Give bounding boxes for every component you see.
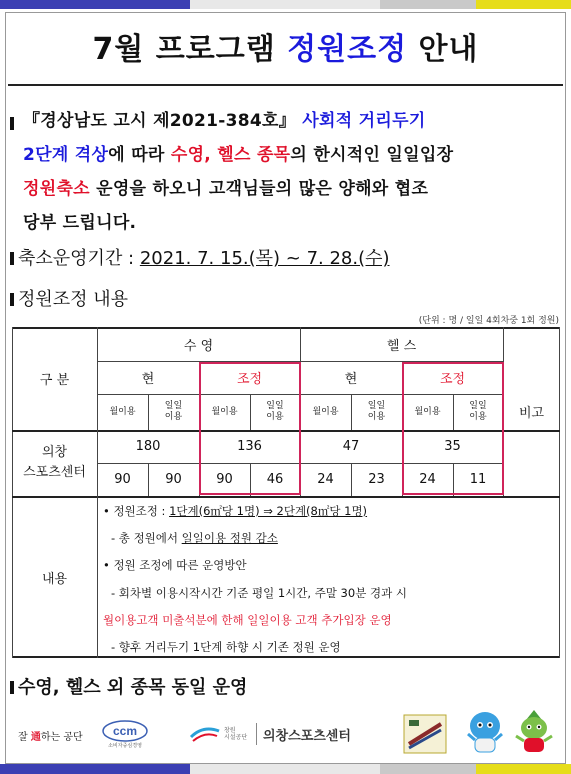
header-daily-b: 이용: [266, 412, 284, 422]
center-small-text: 창원 시설공단: [224, 727, 248, 741]
center-logo: [188, 720, 388, 748]
slogan-text: 하는 공단: [40, 732, 83, 743]
swim-current-total: 180: [135, 439, 161, 454]
header-gym: 헬 스: [386, 338, 417, 354]
color-segment: [190, 764, 380, 774]
notice-text-blue: 2단계 격상: [23, 145, 109, 165]
notice-text: 『경상남도 고시 제2021-384호』: [23, 111, 303, 131]
notice-line: [23, 172, 563, 206]
content-text-underline: 일일이용 정원 감소: [181, 531, 278, 545]
content-line: - 회차별 이용시작시간 기준 평일 1시간, 주말 30분 경과 시: [111, 586, 407, 600]
header-monthly: 월이용: [211, 406, 238, 417]
header-swim: 수 영: [183, 338, 214, 354]
color-segment: [380, 764, 476, 774]
header-gubun: 구 분: [39, 373, 70, 388]
header-daily: [351, 394, 402, 430]
content-line: - 향후 거리두기 1단계 하향 시 기존 정원 운영: [111, 640, 341, 654]
header-daily-b: 이용: [469, 412, 487, 422]
header-daily-a: 일일: [469, 401, 487, 411]
title-divider: [8, 84, 563, 86]
notice-text: 의 한시적인 일일입장: [290, 145, 454, 165]
logo-divider: [256, 723, 257, 745]
header-daily: [148, 394, 199, 430]
header-gym-adjusted: 조정: [439, 372, 466, 387]
header-daily-a: 일일: [164, 401, 183, 411]
bottom-color-bar: [0, 764, 571, 774]
header-daily-b: 이용: [367, 412, 386, 422]
ccm-logo-icon: [102, 720, 148, 742]
slogan-text: 잘: [18, 732, 31, 743]
content-text-underline: 1단계(6㎡당 1명) ⇒ 2단계(8㎡당 1명): [169, 504, 368, 518]
value-cell: 24: [419, 472, 436, 487]
header-monthly: 월이용: [109, 406, 136, 417]
ccm-logo: [95, 716, 155, 752]
header-swim-adjusted: 조정: [236, 372, 263, 387]
swim-adjusted-total: 136: [237, 439, 262, 454]
bullet-marker: [10, 681, 14, 694]
notice-text: 당부 드립니다.: [23, 213, 137, 233]
header-daily-a: 일일: [266, 401, 284, 411]
color-segment: [380, 0, 476, 9]
value-cell: 24: [317, 472, 334, 487]
content-text: • 정원조정 :: [103, 504, 170, 518]
gym-adjusted-total: 35: [444, 439, 461, 454]
closing-statement: 수영, 헬스 외 종목 동일 운영: [18, 677, 248, 698]
value-cell: 90: [216, 472, 233, 487]
ccm-subtitle: 소비자중심경영: [108, 742, 142, 749]
swim-adjusted-highlight: [199, 362, 301, 495]
title-part2: 안내: [407, 32, 479, 67]
value-cell: 11: [469, 472, 487, 487]
header-swim-current: 현: [141, 372, 155, 387]
bullet-marker: [10, 293, 14, 306]
notice-text-blue: 사회적 거리두기: [302, 111, 426, 131]
period-label: 축소운영기간 :: [18, 248, 140, 269]
notice-line: [23, 206, 563, 240]
bullet-marker: [10, 117, 14, 130]
content-text: - 총 정원에서: [111, 531, 182, 545]
gym-current-total: 47: [342, 439, 360, 454]
content-line: • 정원 조정에 따른 운영방안: [103, 558, 247, 572]
color-segment: [476, 0, 571, 9]
notice-text: 에 따라: [108, 145, 171, 165]
header-daily-b: 이용: [164, 412, 183, 422]
slogan: [18, 728, 83, 743]
unit-note: (단위 : 명 / 일일 4회차중 1회 정원): [418, 316, 559, 326]
content-label: 내용: [41, 571, 68, 587]
value-cell: 90: [114, 472, 131, 487]
reduction-period: [18, 244, 390, 270]
value-cell: 23: [368, 472, 385, 487]
content-line: [103, 503, 367, 519]
color-segment: [0, 764, 190, 774]
header-daily-a: 일일: [367, 401, 386, 411]
color-segment: [0, 0, 190, 9]
period-value: 2021. 7. 15.(목) ~ 7. 28.(수): [139, 248, 390, 269]
facility-label: [12, 430, 97, 496]
gym-adjusted-highlight: [402, 362, 504, 495]
header-bigo: 비고: [518, 406, 545, 421]
mascot-green-icon: [510, 708, 558, 758]
notice-text-red: 정원축소: [23, 179, 90, 199]
header-monthly: 월이용: [414, 406, 441, 417]
emblem-icon: [403, 714, 447, 754]
color-segment: [476, 764, 571, 774]
top-color-bar: [0, 0, 571, 9]
facility-name-a: 의창: [41, 445, 68, 460]
notice-line: [23, 138, 563, 172]
notice-paragraph: [23, 104, 563, 240]
header-gym-current: 현: [344, 372, 358, 387]
center-swoosh-icon: [188, 723, 222, 745]
content-line: [111, 530, 278, 546]
footer: [0, 706, 571, 760]
adjustment-table: [12, 327, 560, 658]
color-segment: [190, 0, 380, 9]
page-title: [0, 24, 571, 68]
slogan-highlight: 通: [30, 732, 41, 743]
value-cell: 46: [266, 472, 284, 487]
bullet-marker: [10, 252, 14, 265]
ccm-logo-text: ccm: [112, 723, 138, 738]
title-highlight: 정원조정: [287, 32, 408, 67]
value-cell: 90: [165, 472, 182, 487]
facility-name-b: 스포츠센터: [23, 465, 86, 480]
title-part1: 7월 프로그램: [92, 32, 288, 67]
content-line-red: 월이용고객 미출석분에 한해 일일이용 고객 추가입장 운영: [103, 613, 392, 627]
header-monthly: 월이용: [312, 406, 339, 417]
section-title: 정원조정 내용: [18, 289, 129, 310]
center-name: 의창스포츠센터: [263, 728, 351, 744]
notice-line: [23, 104, 563, 138]
notice-text: 운영을 하오니 고객님들의 많은 양해와 협조: [89, 179, 429, 199]
mascot-blue-icon: [460, 708, 510, 758]
notice-text-red: 수영, 헬스 종목: [170, 145, 291, 165]
